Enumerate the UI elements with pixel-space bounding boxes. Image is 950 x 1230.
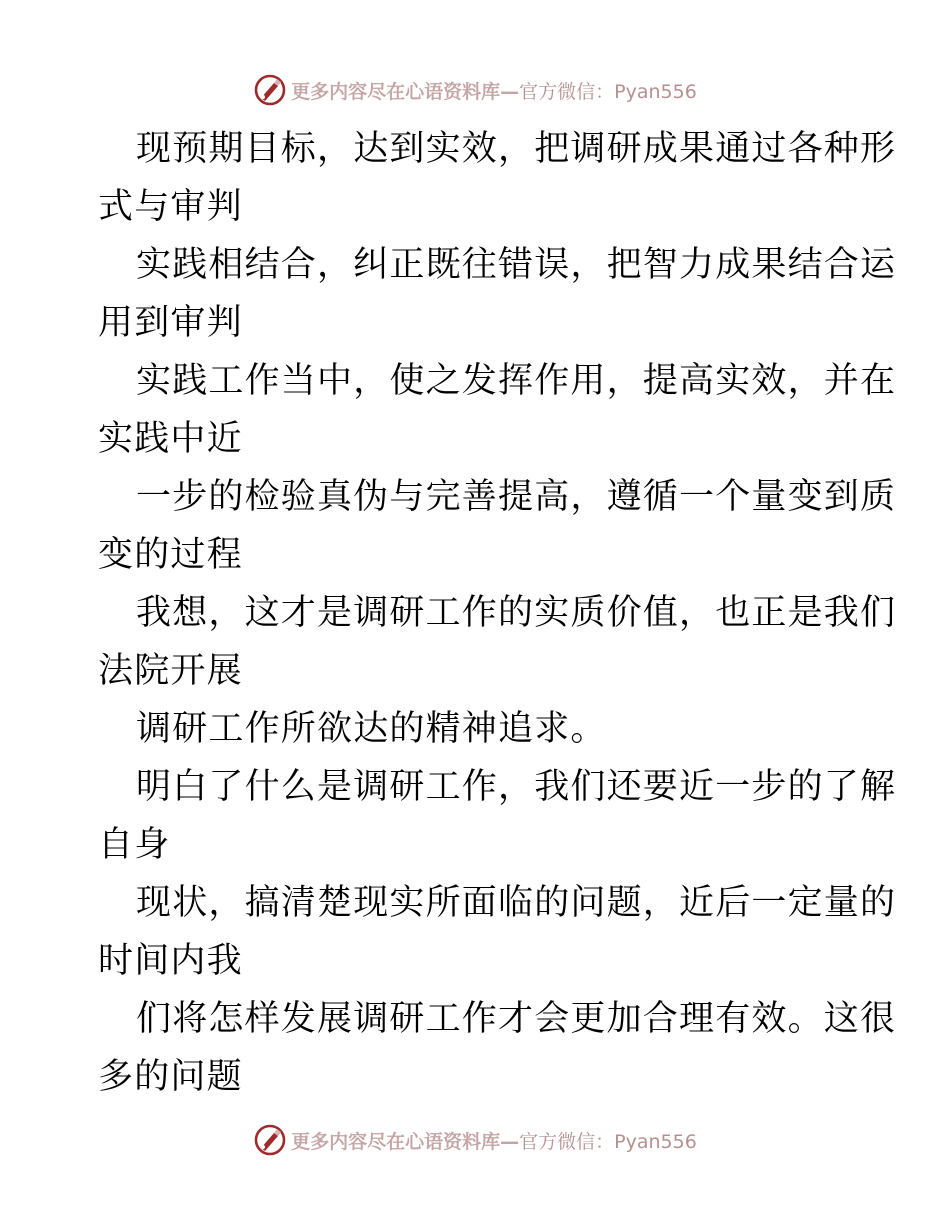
paragraph-line: 调研工作所欲达的精神追求。 (136, 709, 607, 749)
paragraph-line: 现状，搞清楚现实所面临的问题，近后一定量的 (136, 883, 897, 923)
paragraph-line: 用到审判 (98, 303, 243, 343)
paragraph-line: 时间内我 (98, 941, 243, 981)
paragraph-line: 式与审判 (98, 187, 243, 227)
document-body (98, 120, 897, 1106)
pen-circle-logo-icon (253, 73, 287, 107)
header-banner (0, 68, 950, 112)
paragraph-line: 法院开展 (98, 651, 243, 691)
footer-banner (0, 1118, 950, 1162)
paragraph-line: 自身 (98, 825, 171, 865)
paragraph-line: 一步的检验真伪与完善提高，遵循一个量变到质 (136, 477, 897, 517)
paragraph-line: 变的过程 (98, 535, 243, 575)
paragraph-line: 多的问题 (98, 1057, 243, 1097)
pen-circle-logo-icon (253, 1123, 287, 1157)
banner-wechat: 官方微信：Pyan556 (519, 80, 697, 103)
banner-site-name: 更多内容尽在心语资料库— (291, 1130, 520, 1153)
banner-text (291, 77, 697, 104)
paragraph-line: 实践中近 (98, 419, 243, 459)
banner-text (291, 1127, 697, 1154)
paragraph-line: 实践相结合，纠正既往错误，把智力成果结合运 (136, 245, 897, 285)
banner-site-name: 更多内容尽在心语资料库— (291, 80, 520, 103)
paragraph-line: 我想，这才是调研工作的实质价值，也正是我们 (136, 593, 897, 633)
banner-wechat: 官方微信：Pyan556 (519, 1130, 697, 1153)
paragraph-line: 们将怎样发展调研工作才会更加合理有效。这很 (136, 999, 897, 1039)
paragraph-line: 实践工作当中，使之发挥作用，提高实效，并在 (136, 361, 897, 401)
paragraph-line: 现预期目标，达到实效，把调研成果通过各种形 (136, 129, 897, 169)
paragraph-line: 明白了什么是调研工作，我们还要近一步的了解 (136, 767, 897, 807)
